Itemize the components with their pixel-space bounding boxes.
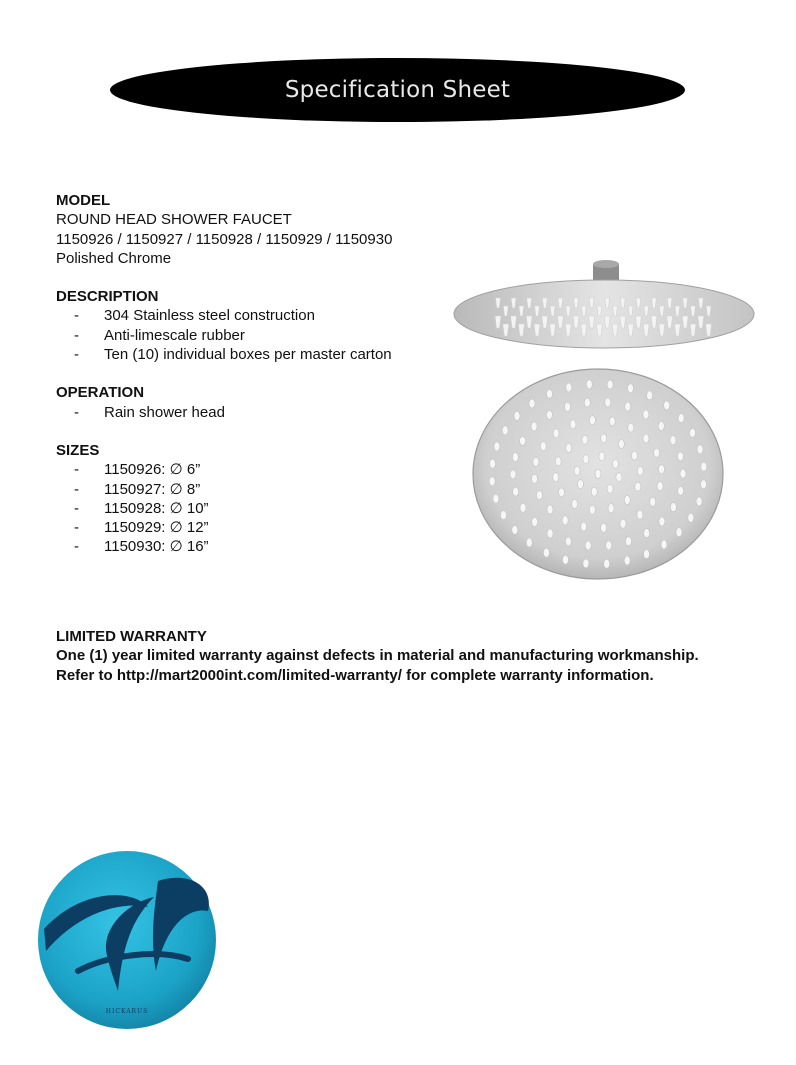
- bullet-dash: -: [74, 326, 79, 344]
- list-item-text: 1150927: ∅ 8”: [104, 480, 201, 498]
- bullet-dash: -: [74, 499, 79, 517]
- page-title: Specification Sheet: [284, 77, 511, 103]
- list-item: [56, 326, 476, 345]
- description-list: [56, 306, 476, 364]
- description-heading: DESCRIPTION: [56, 288, 159, 306]
- warranty-link-text: Refer to http://mart2000int.com/limited-warranty/ for complete warranty information.: [56, 666, 654, 684]
- list-item: [56, 460, 476, 479]
- model-numbers: 1150926 / 1150927 / 1150928 / 1150929 / 1150930: [56, 230, 393, 248]
- model-name: ROUND HEAD SHOWER FAUCET: [56, 211, 292, 229]
- list-item-text: 1150928: ∅ 10”: [104, 499, 209, 517]
- spec-sheet-banner: [110, 58, 685, 122]
- list-item: [56, 306, 476, 325]
- list-item: [56, 480, 476, 499]
- list-item: [56, 345, 476, 364]
- model-section: [56, 191, 476, 268]
- list-item-text: Anti-limescale rubber: [104, 326, 245, 344]
- list-item-text: 1150929: ∅ 12”: [104, 519, 209, 537]
- bullet-dash: -: [74, 307, 79, 325]
- list-item-text: Rain shower head: [104, 403, 225, 421]
- sizes-section: [56, 441, 476, 557]
- list-item-text: 304 Stainless steel construction: [104, 307, 315, 325]
- bullet-dash: -: [74, 480, 79, 498]
- warranty-heading: LIMITED WARRANTY: [56, 628, 207, 645]
- model-finish: Polished Chrome: [56, 249, 172, 267]
- list-item: [56, 499, 476, 518]
- bullet-dash: -: [74, 346, 79, 364]
- model-heading: MODEL: [56, 192, 111, 209]
- brand-logo: [38, 851, 216, 1029]
- sizes-heading: SIZES: [56, 441, 100, 459]
- warranty-text: One (1) year limited warranty against defects in material and manufacturing workmanship.: [56, 647, 699, 665]
- shower-head-image: [450, 258, 760, 588]
- bullet-dash: -: [74, 461, 79, 479]
- list-item: [56, 537, 476, 556]
- list-item-text: 1150930: ∅ 16”: [104, 538, 209, 556]
- brand-logo-text: HICKARUS: [105, 1008, 149, 1015]
- bullet-dash: -: [74, 403, 79, 421]
- bullet-dash: -: [74, 538, 79, 556]
- operation-list: [56, 403, 476, 422]
- list-item: [56, 518, 476, 537]
- warranty-section: [56, 627, 776, 685]
- shower-head-face-view: [473, 369, 723, 579]
- list-item-text: Ten (10) individual boxes per master carton: [104, 346, 392, 364]
- specifications: [56, 191, 476, 576]
- bullet-dash: -: [74, 519, 79, 537]
- sizes-list: [56, 460, 476, 556]
- operation-section: [56, 383, 476, 422]
- operation-heading: OPERATION: [56, 384, 145, 402]
- description-section: [56, 287, 476, 364]
- list-item-text: 1150926: ∅ 6”: [104, 461, 201, 479]
- shower-head-side-view: [454, 260, 754, 348]
- list-item: [56, 403, 476, 422]
